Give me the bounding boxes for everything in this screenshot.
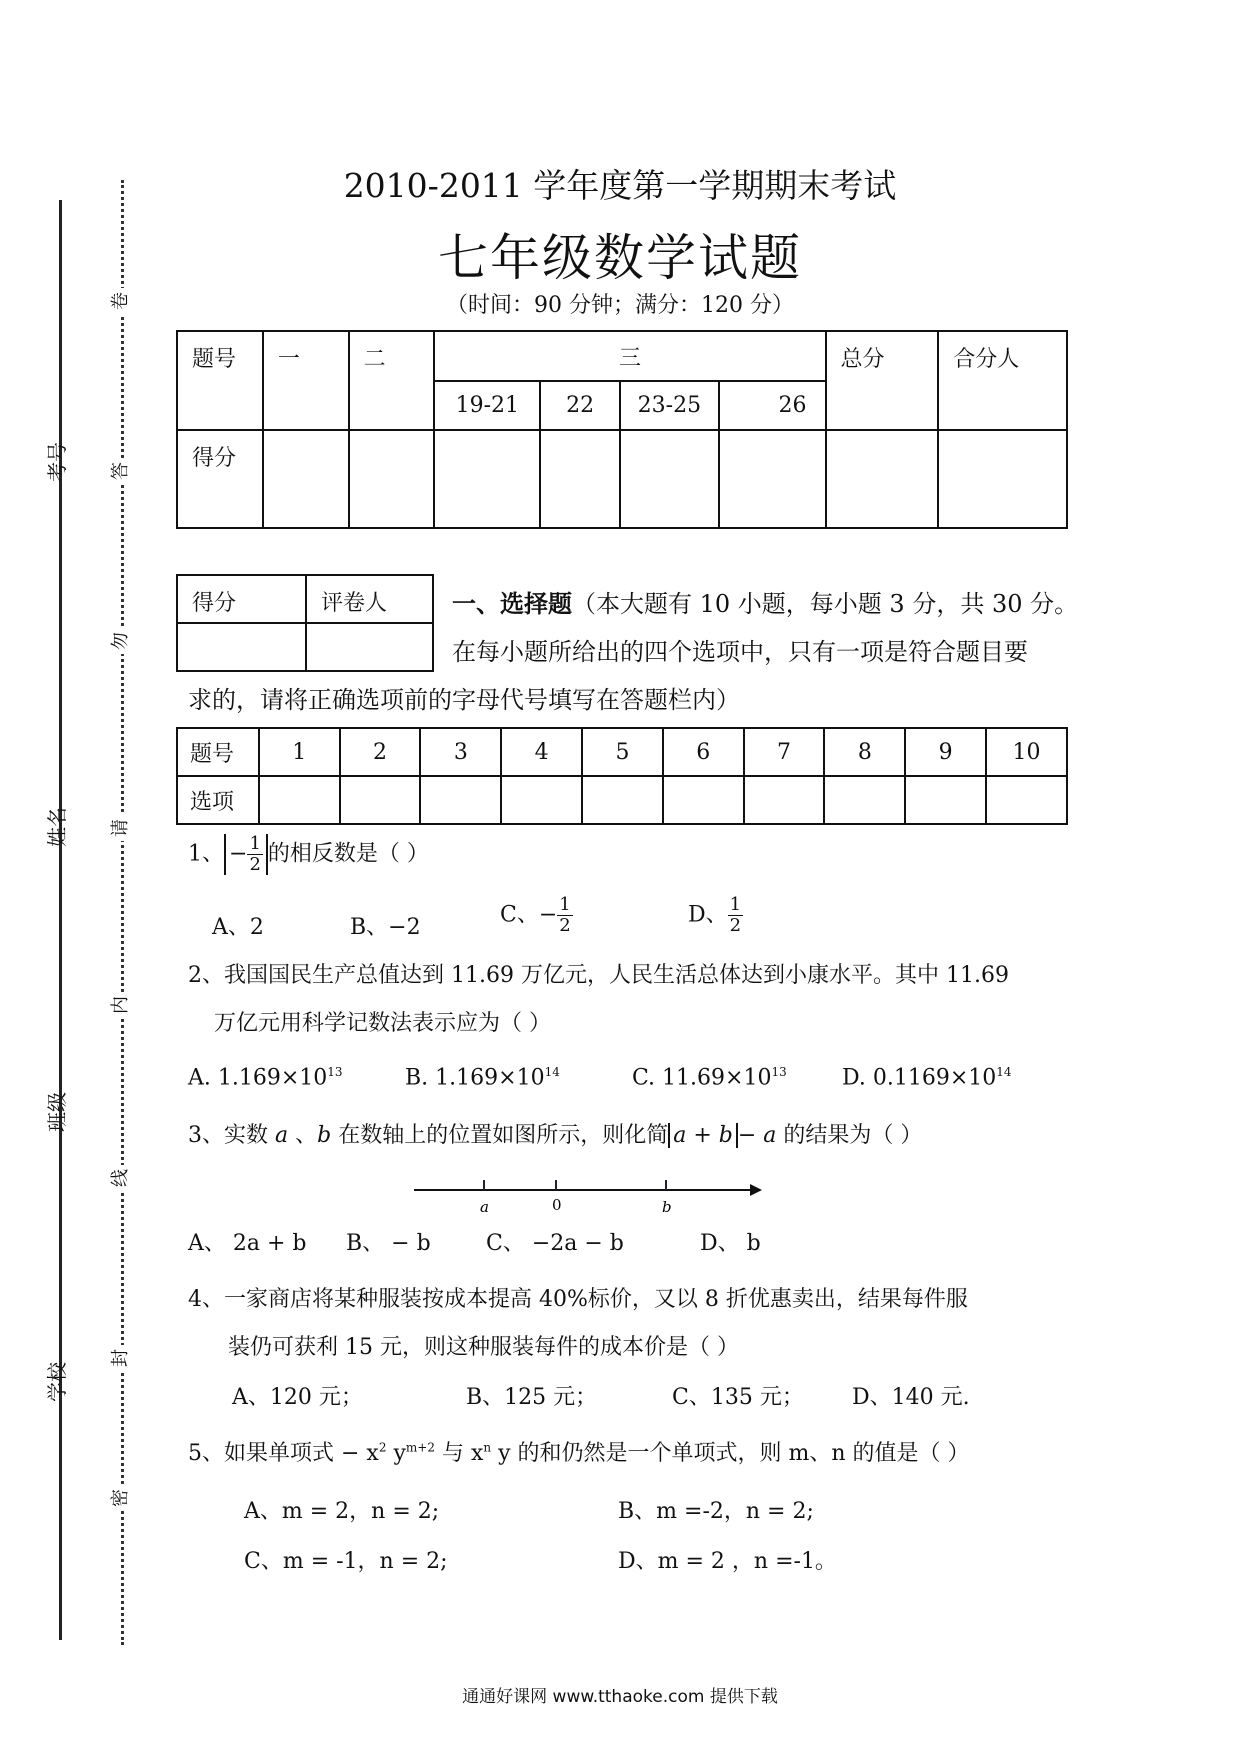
q3-option-b: B、 − b	[346, 1231, 431, 1256]
q2-option-c: C. $11.69\times 10^{13}$	[632, 1065, 787, 1091]
answer-cell[interactable]	[744, 776, 825, 824]
section1-instruction-line2: 在每小题所给出的四个选项中，只有一项是符合题目要	[452, 638, 1028, 666]
score-cell[interactable]	[620, 430, 719, 528]
q3-option-d: D、 b	[700, 1231, 761, 1256]
binding-char-1: 卷	[108, 288, 134, 314]
q3-option-c: C、 −2a − b	[486, 1231, 624, 1256]
binding-solid-line	[59, 200, 62, 1640]
q1-option-c: C、− $\frac{1}{2}$	[500, 894, 571, 936]
binding-label-exam-number: 考号	[45, 442, 69, 482]
page-footer: 通通好课网 www.tthaoke.com 提供下载	[462, 1687, 778, 1707]
question-5: 5、如果单项式 − $x^2$ $y^{m+2}$ 与 $x^n$ y 的和仍然是一个单项式，则 m、n 的值是（ ）	[188, 1440, 970, 1466]
binding-char-2: 答	[108, 458, 134, 484]
q5-option-a: A、m = 2，n = 2;	[244, 1499, 440, 1524]
q2-option-a: A. $1.169\times 10^{13}$	[188, 1065, 343, 1091]
binding-label-name: 姓名	[45, 807, 69, 847]
score-table-sub-col: 22	[540, 381, 620, 430]
binding-char-7: 封	[108, 1345, 134, 1371]
score-table	[176, 330, 1068, 529]
score-cell[interactable]	[938, 430, 1067, 528]
number-line-arrow	[750, 1184, 762, 1196]
q4-option-a: A、120 元；	[232, 1385, 363, 1410]
question-2-line2: 万亿元用科学记数法表示应为（ ）	[214, 1011, 551, 1036]
section1-instruction-line3: 求的，请将正确选项前的字母代号填写在答题栏内）	[188, 686, 740, 714]
answer-cell[interactable]	[501, 776, 582, 824]
q2-option-b: B. $1.169\times 10^{14}$	[405, 1065, 560, 1091]
answer-cell[interactable]	[986, 776, 1067, 824]
score-cell[interactable]	[434, 430, 540, 528]
q5-option-d: D、m = 2 ，n =-1。	[618, 1549, 837, 1574]
answer-table-number: 2	[340, 728, 421, 776]
q1-option-a: A、2	[212, 915, 264, 940]
answer-cell[interactable]	[824, 776, 905, 824]
answer-cell[interactable]	[340, 776, 421, 824]
answer-table-number: 4	[501, 728, 582, 776]
section1-reviewer-label: 评卷人	[306, 575, 433, 623]
answer-cell[interactable]	[663, 776, 744, 824]
question-2-line1: 2、我国国民生产总值达到 11.69 万亿元，人民生活总体达到小康水平。其中 11.69	[188, 963, 1009, 988]
q1-option-b: B、−2	[350, 915, 421, 940]
question-4-line1: 4、一家商店将某种服装按成本提高 40%标价，又以 8 折优惠卖出，结果每件服	[188, 1287, 968, 1312]
binding-label-class: 班级	[45, 1092, 69, 1132]
section1-instruction-line1: 一、选择题（本大题有 10 小题，每小题 3 分，共 30 分。	[452, 589, 1079, 618]
binding-char-6: 线	[108, 1165, 134, 1191]
score-table-col-1: 一	[263, 331, 349, 430]
binding-dotted-line	[121, 180, 124, 1645]
answer-table-number: 8	[824, 728, 905, 776]
binding-char-8: 密	[108, 1485, 134, 1511]
exam-subject-title: 七年级数学试题	[438, 229, 802, 287]
answer-table-label-question: 题号	[177, 728, 259, 776]
score-cell[interactable]	[719, 430, 826, 528]
section1-score-table	[176, 574, 434, 672]
answer-table-number: 10	[986, 728, 1067, 776]
tick-label-a: a	[480, 1198, 489, 1216]
section1-score-label: 得分	[177, 575, 306, 623]
score-cell[interactable]	[826, 430, 939, 528]
score-table-col-3: 三	[434, 331, 825, 381]
section1-reviewer-cell[interactable]	[306, 623, 433, 671]
score-cell[interactable]	[263, 430, 349, 528]
tick-label-b: b	[662, 1198, 672, 1216]
answer-table-number: 9	[905, 728, 986, 776]
score-table-sub-col: 19-21	[434, 381, 540, 430]
q1-abs-value: − $\frac{1}{2}$	[224, 834, 268, 875]
score-table-sub-col: 23-25	[620, 381, 719, 430]
score-cell[interactable]	[540, 430, 620, 528]
binding-char-5: 内	[108, 992, 134, 1018]
q3-abs-value: a + b	[668, 1123, 738, 1148]
binding-char-3: 勿	[108, 628, 134, 654]
exam-title: 2010-2011 学年度第一学期期末考试	[343, 166, 897, 205]
tick-label-0: 0	[552, 1196, 562, 1214]
q1-option-d: D、 $\frac{1}{2}$	[688, 894, 742, 936]
answer-table	[176, 727, 1068, 825]
q4-option-c: C、135 元；	[672, 1385, 804, 1410]
answer-cell[interactable]	[420, 776, 501, 824]
section1-heading: 一、选择题	[452, 589, 572, 618]
exam-time-info: （时间：90 分钟；满分：120 分）	[446, 293, 794, 318]
answer-table-number: 3	[420, 728, 501, 776]
question-1: 1、 − $\frac{1}{2}$ 的相反数是（ ）	[188, 833, 429, 875]
answer-cell[interactable]	[582, 776, 663, 824]
answer-table-number: 6	[663, 728, 744, 776]
score-table-label-question: 题号	[177, 331, 263, 430]
q3-option-a: A、 2a + b	[188, 1231, 307, 1256]
answer-table-number: 1	[259, 728, 340, 776]
score-table-checker: 合分人	[938, 331, 1067, 430]
q2-option-d: D. $0.1169\times 10^{14}$	[842, 1065, 1012, 1091]
answer-table-number: 7	[744, 728, 825, 776]
binding-char-4: 请	[108, 815, 134, 841]
answer-table-label-option: 选项	[177, 776, 259, 824]
q5-option-b: B、m =-2，n = 2;	[618, 1499, 814, 1524]
question-3: 3、实数 a 、b 在数轴上的位置如图所示，则化简 a + b − a 的结果为（ ）	[188, 1123, 923, 1148]
question-4-line2: 装仍可获利 15 元，则这种服装每件的成本价是（ ）	[228, 1335, 739, 1360]
q5-option-c: C、m = -1，n = 2;	[244, 1549, 448, 1574]
score-table-label-score: 得分	[177, 430, 263, 528]
answer-cell[interactable]	[905, 776, 986, 824]
answer-table-number: 5	[582, 728, 663, 776]
score-table-sub-col: 26	[719, 381, 826, 430]
score-cell[interactable]	[349, 430, 435, 528]
number-line-figure	[410, 1170, 770, 1220]
section1-score-cell[interactable]	[177, 623, 306, 671]
score-table-total: 总分	[826, 331, 939, 430]
q4-option-b: B、125 元；	[466, 1385, 598, 1410]
answer-cell[interactable]	[259, 776, 340, 824]
q4-option-d: D、140 元.	[852, 1385, 970, 1410]
score-table-col-2: 二	[349, 331, 435, 430]
binding-label-school: 学校	[45, 1362, 69, 1402]
